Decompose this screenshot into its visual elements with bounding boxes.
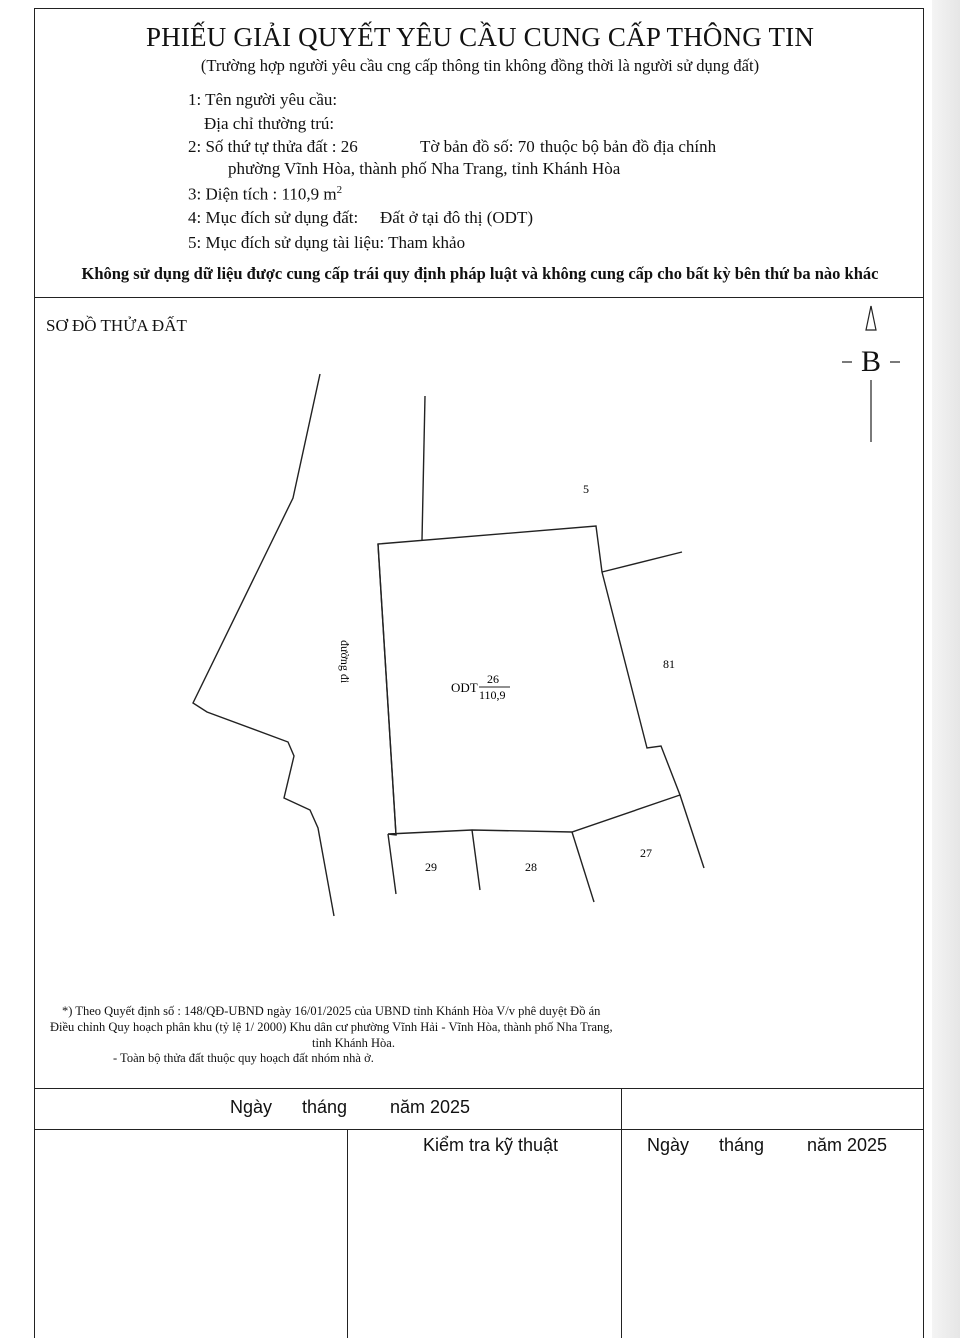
land-use-purpose-label: 4: Mục đích sử dụng đất: [188, 208, 359, 227]
cadastral-map-line: thuộc bộ bản đồ địa chính [540, 137, 717, 156]
divider-sign-mid [34, 1129, 924, 1130]
boundary-line-27 [680, 795, 704, 868]
address-line: Địa chỉ thường trú: [204, 114, 335, 133]
area-text: 3: Diện tích : 110,9 m [188, 184, 337, 204]
parcel-boundary [378, 544, 396, 835]
date-left-month: tháng [302, 1097, 348, 1117]
parcel-number-label: 26 [487, 672, 499, 686]
document-purpose-line: 5: Mục đích sử dụng tài liệu: Tham khảo [188, 233, 466, 252]
map-sheet-line: Tờ bản đồ số: 70 [420, 137, 535, 156]
road-label: đường đi [338, 640, 352, 684]
parcel-26-outline [378, 526, 680, 835]
date-left-day: Ngày [230, 1097, 273, 1117]
parcel-code-label: ODT [451, 680, 478, 695]
north-label: B [861, 345, 882, 378]
neighbor-29-label: 29 [425, 860, 437, 874]
neighbor-27-label: 27 [640, 846, 652, 860]
note-line-1: *) Theo Quyết định số : 148/QĐ-UBND ngày 16/01/2025 của UBND tỉnh Khánh Hòa V/v phê duyệt Đồ án [62, 1004, 601, 1018]
boundary-line-29b [388, 834, 396, 894]
sign-column-divider-right [621, 1088, 622, 1338]
neighbor-28-label: 28 [525, 860, 537, 874]
note-line-4: - Toàn bộ thửa đất thuộc quy hoạch đất nhóm nhà ở. [113, 1051, 374, 1065]
parcel-area-label: 110,9 [479, 688, 506, 702]
date-right-year: năm 2025 [807, 1135, 888, 1155]
document-subtitle: (Trường hợp người yêu cầu cng cấp thông tin không đồng thời là người sử dụng đất) [200, 56, 760, 75]
boundary-line-29a [472, 830, 480, 890]
neighbor-81-label: 81 [663, 657, 675, 671]
area-superscript: 2 [336, 184, 343, 196]
date-right-day: Ngày [647, 1135, 690, 1155]
land-use-purpose-value: Đất ở tại đô thị (ODT) [380, 208, 533, 227]
usage-warning: Không sử dụng dữ liệu được cung cấp trái quy định pháp luật và không cung cấp cho bất kỳ bên thứ ba nào khác [81, 264, 879, 283]
note-line-2: Điều chỉnh Quy hoạch phân khu (tỷ lệ 1/ 2000) Khu dân cư phường Vĩnh Hải - Vĩnh Hòa, thành phố Nha Trang, [50, 1020, 613, 1034]
boundary-line-right [602, 552, 682, 572]
ward-line: phường Vĩnh Hòa, thành phố Nha Trang, tỉnh Khánh Hòa [228, 159, 621, 178]
technical-check-label: Kiểm tra kỹ thuật [423, 1135, 559, 1155]
divider-sign-top [34, 1088, 924, 1089]
neighbor-5-label: 5 [583, 482, 589, 496]
diagram-label: SƠ ĐỒ THỬA ĐẤT [46, 316, 187, 335]
parcel-number-line: 2: Số thứ tự thửa đất : 26 [188, 137, 358, 156]
document-title: PHIẾU GIẢI QUYẾT YÊU CẦU CUNG CẤP THÔNG TIN [145, 22, 815, 52]
boundary-line-top [422, 396, 425, 540]
sign-column-divider-left [347, 1129, 348, 1338]
boundary-line-28 [572, 832, 594, 902]
date-right-month: tháng [719, 1135, 765, 1155]
date-left-year: năm 2025 [390, 1097, 471, 1117]
note-line-3: tỉnh Khánh Hòa. [312, 1036, 395, 1050]
road-boundary [193, 374, 334, 916]
requester-name-line: 1: Tên người yêu cầu: [188, 90, 338, 109]
